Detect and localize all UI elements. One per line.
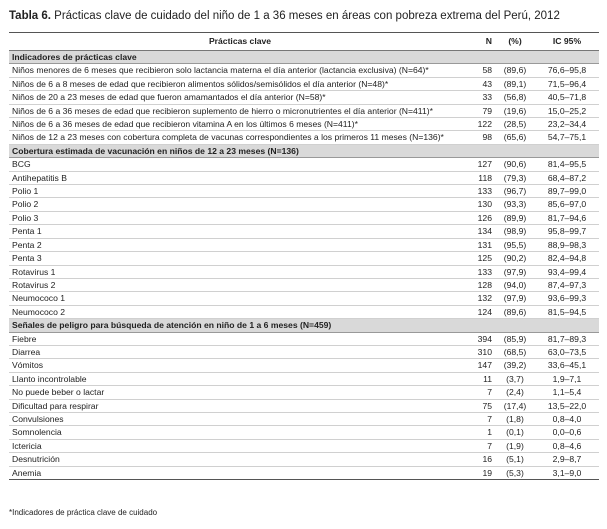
row-ci: 93,4–99,4 <box>535 265 599 278</box>
row-pct: (89,6) <box>495 64 535 77</box>
table-row <box>9 466 599 479</box>
row-n: 126 <box>471 211 495 224</box>
row-n: 7 <box>471 386 495 399</box>
row-label: Llanto incontrolable <box>9 372 471 385</box>
table-row <box>9 412 599 425</box>
table-row <box>9 225 599 238</box>
row-pct: (0,1) <box>495 426 535 439</box>
row-ci: 54,7–75,1 <box>535 131 599 144</box>
row-label: Niños menores de 6 meses que recibieron solo lactancia materna el día anterior (lactancia exclusiva) (N=64)* <box>9 64 471 77</box>
row-n: 58 <box>471 64 495 77</box>
row-label: Polio 1 <box>9 185 471 198</box>
row-ci: 82,4–94,8 <box>535 252 599 265</box>
row-pct: (90,6) <box>495 158 535 171</box>
row-n: 124 <box>471 305 495 318</box>
table-row <box>9 238 599 251</box>
row-pct: (65,6) <box>495 131 535 144</box>
row-label: Neumococo 1 <box>9 292 471 305</box>
row-pct: (56,8) <box>495 91 535 104</box>
row-ci: 23,2–34,4 <box>535 118 599 131</box>
row-n: 118 <box>471 171 495 184</box>
table-header-row <box>9 33 599 51</box>
row-label: Niños de 20 a 23 meses de edad que fueron amamantados el día anterior (N=58)* <box>9 91 471 104</box>
row-n: 7 <box>471 439 495 452</box>
row-n: 134 <box>471 225 495 238</box>
row-pct: (95,5) <box>495 238 535 251</box>
row-n: 16 <box>471 453 495 466</box>
row-ci: 71,5–96,4 <box>535 77 599 90</box>
section-title: Cobertura estimada de vacunación en niños de 12 a 23 meses (N=136) <box>9 144 599 157</box>
row-label: Niños de 6 a 8 meses de edad que recibieron alimentos sólidos/semisólidos el día anterior (N=48)* <box>9 77 471 90</box>
row-n: 147 <box>471 359 495 372</box>
table-row <box>9 453 599 466</box>
row-label: Neumococo 2 <box>9 305 471 318</box>
table-caption: Prácticas clave de cuidado del niño de 1 a 36 meses en áreas con pobreza extrema del Perú, 2012 <box>50 10 560 22</box>
table-row <box>9 131 599 144</box>
row-pct: (90,2) <box>495 252 535 265</box>
row-ci: 33,6–45,1 <box>535 359 599 372</box>
row-label: Niños de 6 a 36 meses de edad que recibieron suplemento de hierro o micronutrientes el día anterior (N=411)* <box>9 104 471 117</box>
row-ci: 85,6–97,0 <box>535 198 599 211</box>
row-ci: 81,4–95,5 <box>535 158 599 171</box>
row-label: Ictericia <box>9 439 471 452</box>
row-label: Somnolencia <box>9 426 471 439</box>
row-n: 133 <box>471 265 495 278</box>
table-number: Tabla 6. <box>9 10 51 22</box>
row-ci: 3,1–9,0 <box>535 466 599 479</box>
practices-table <box>9 32 599 480</box>
row-ci: 81,7–89,3 <box>535 332 599 345</box>
row-label: Convulsiones <box>9 412 471 425</box>
row-pct: (1,8) <box>495 412 535 425</box>
row-label: Diarrea <box>9 345 471 358</box>
row-ci: 87,4–97,3 <box>535 278 599 291</box>
table-row <box>9 64 599 77</box>
table-title <box>9 10 560 22</box>
row-pct: (97,9) <box>495 265 535 278</box>
row-pct: (94,0) <box>495 278 535 291</box>
row-pct: (97,9) <box>495 292 535 305</box>
row-n: 75 <box>471 399 495 412</box>
table-row <box>9 399 599 412</box>
row-pct: (93,3) <box>495 198 535 211</box>
row-ci: 1,9–7,1 <box>535 372 599 385</box>
row-pct: (89,1) <box>495 77 535 90</box>
row-ci: 15,0–25,2 <box>535 104 599 117</box>
table-row <box>9 185 599 198</box>
row-label: Rotavirus 1 <box>9 265 471 278</box>
table-row <box>9 278 599 291</box>
row-n: 33 <box>471 91 495 104</box>
row-pct: (2,4) <box>495 386 535 399</box>
row-label: BCG <box>9 158 471 171</box>
table-row <box>9 171 599 184</box>
row-n: 394 <box>471 332 495 345</box>
row-label: Fiebre <box>9 332 471 345</box>
row-n: 11 <box>471 372 495 385</box>
table-row <box>9 252 599 265</box>
row-n: 132 <box>471 292 495 305</box>
row-ci: 89,7–99,0 <box>535 185 599 198</box>
table-row <box>9 198 599 211</box>
row-ci: 63,0–73,5 <box>535 345 599 358</box>
row-n: 1 <box>471 426 495 439</box>
table-row <box>9 372 599 385</box>
row-label: Vómitos <box>9 359 471 372</box>
row-n: 125 <box>471 252 495 265</box>
row-pct: (89,9) <box>495 211 535 224</box>
row-label: Dificultad para respirar <box>9 399 471 412</box>
row-ci: 0,8–4,6 <box>535 439 599 452</box>
row-pct: (17,4) <box>495 399 535 412</box>
row-n: 122 <box>471 118 495 131</box>
row-n: 19 <box>471 466 495 479</box>
row-ci: 40,5–71,8 <box>535 91 599 104</box>
row-label: Niños de 6 a 36 meses de edad que recibieron vitamina A en los últimos 6 meses (N=411)* <box>9 118 471 131</box>
row-pct: (89,6) <box>495 305 535 318</box>
row-ci: 2,9–8,7 <box>535 453 599 466</box>
row-pct: (5,3) <box>495 466 535 479</box>
row-label: Anemia <box>9 466 471 479</box>
row-ci: 0,8–4,0 <box>535 412 599 425</box>
table-row <box>9 332 599 345</box>
row-pct: (85,9) <box>495 332 535 345</box>
table-row <box>9 292 599 305</box>
row-ci: 88,9–98,3 <box>535 238 599 251</box>
table-row <box>9 211 599 224</box>
row-n: 7 <box>471 412 495 425</box>
row-n: 127 <box>471 158 495 171</box>
row-ci: 95,8–99,7 <box>535 225 599 238</box>
table-row <box>9 118 599 131</box>
row-label: Penta 2 <box>9 238 471 251</box>
row-ci: 81,7–94,6 <box>535 211 599 224</box>
table-body <box>9 51 599 480</box>
row-label: Antihepatitis B <box>9 171 471 184</box>
row-pct: (3,7) <box>495 372 535 385</box>
row-ci: 68,4–87,2 <box>535 171 599 184</box>
row-label: Rotavirus 2 <box>9 278 471 291</box>
row-n: 98 <box>471 131 495 144</box>
footnote: *Indicadores de práctica clave de cuidado <box>9 508 158 517</box>
table-row <box>9 104 599 117</box>
table-row <box>9 439 599 452</box>
row-n: 79 <box>471 104 495 117</box>
row-ci: 0,0–0,6 <box>535 426 599 439</box>
table-row <box>9 345 599 358</box>
row-pct: (68,5) <box>495 345 535 358</box>
row-pct: (39,2) <box>495 359 535 372</box>
row-ci: 1,1–5,4 <box>535 386 599 399</box>
row-ci: 13,5–22,0 <box>535 399 599 412</box>
table-row <box>9 359 599 372</box>
table-row <box>9 305 599 318</box>
header-ci: IC 95% <box>535 33 599 51</box>
row-pct: (1,9) <box>495 439 535 452</box>
row-pct: (98,9) <box>495 225 535 238</box>
header-pct: (%) <box>495 33 535 51</box>
row-ci: 81,5–94,5 <box>535 305 599 318</box>
row-label: Penta 1 <box>9 225 471 238</box>
row-pct: (79,3) <box>495 171 535 184</box>
row-n: 133 <box>471 185 495 198</box>
row-label: Polio 2 <box>9 198 471 211</box>
header-n: N <box>471 33 495 51</box>
table-row <box>9 265 599 278</box>
section-header <box>9 319 599 332</box>
row-n: 310 <box>471 345 495 358</box>
row-label: Penta 3 <box>9 252 471 265</box>
row-pct: (28,5) <box>495 118 535 131</box>
section-title: Indicadores de prácticas clave <box>9 51 599 64</box>
row-n: 130 <box>471 198 495 211</box>
row-label: Desnutrición <box>9 453 471 466</box>
header-practices: Prácticas clave <box>9 33 471 51</box>
table-row <box>9 158 599 171</box>
row-label: Niños de 12 a 23 meses con cobertura completa de vacunas correspondientes a los primeros 11 meses (N=136)* <box>9 131 471 144</box>
section-header <box>9 144 599 157</box>
row-pct: (96,7) <box>495 185 535 198</box>
table-row <box>9 426 599 439</box>
table-row <box>9 386 599 399</box>
row-n: 131 <box>471 238 495 251</box>
row-ci: 76,6–95,8 <box>535 64 599 77</box>
row-pct: (19,6) <box>495 104 535 117</box>
row-pct: (5,1) <box>495 453 535 466</box>
row-n: 43 <box>471 77 495 90</box>
table-row <box>9 77 599 90</box>
row-n: 128 <box>471 278 495 291</box>
row-label: Polio 3 <box>9 211 471 224</box>
row-ci: 93,6–99,3 <box>535 292 599 305</box>
row-label: No puede beber o lactar <box>9 386 471 399</box>
table-row <box>9 91 599 104</box>
section-title: Señales de peligro para búsqueda de atención en niño de 1 a 6 meses (N=459) <box>9 319 599 332</box>
section-header <box>9 51 599 64</box>
